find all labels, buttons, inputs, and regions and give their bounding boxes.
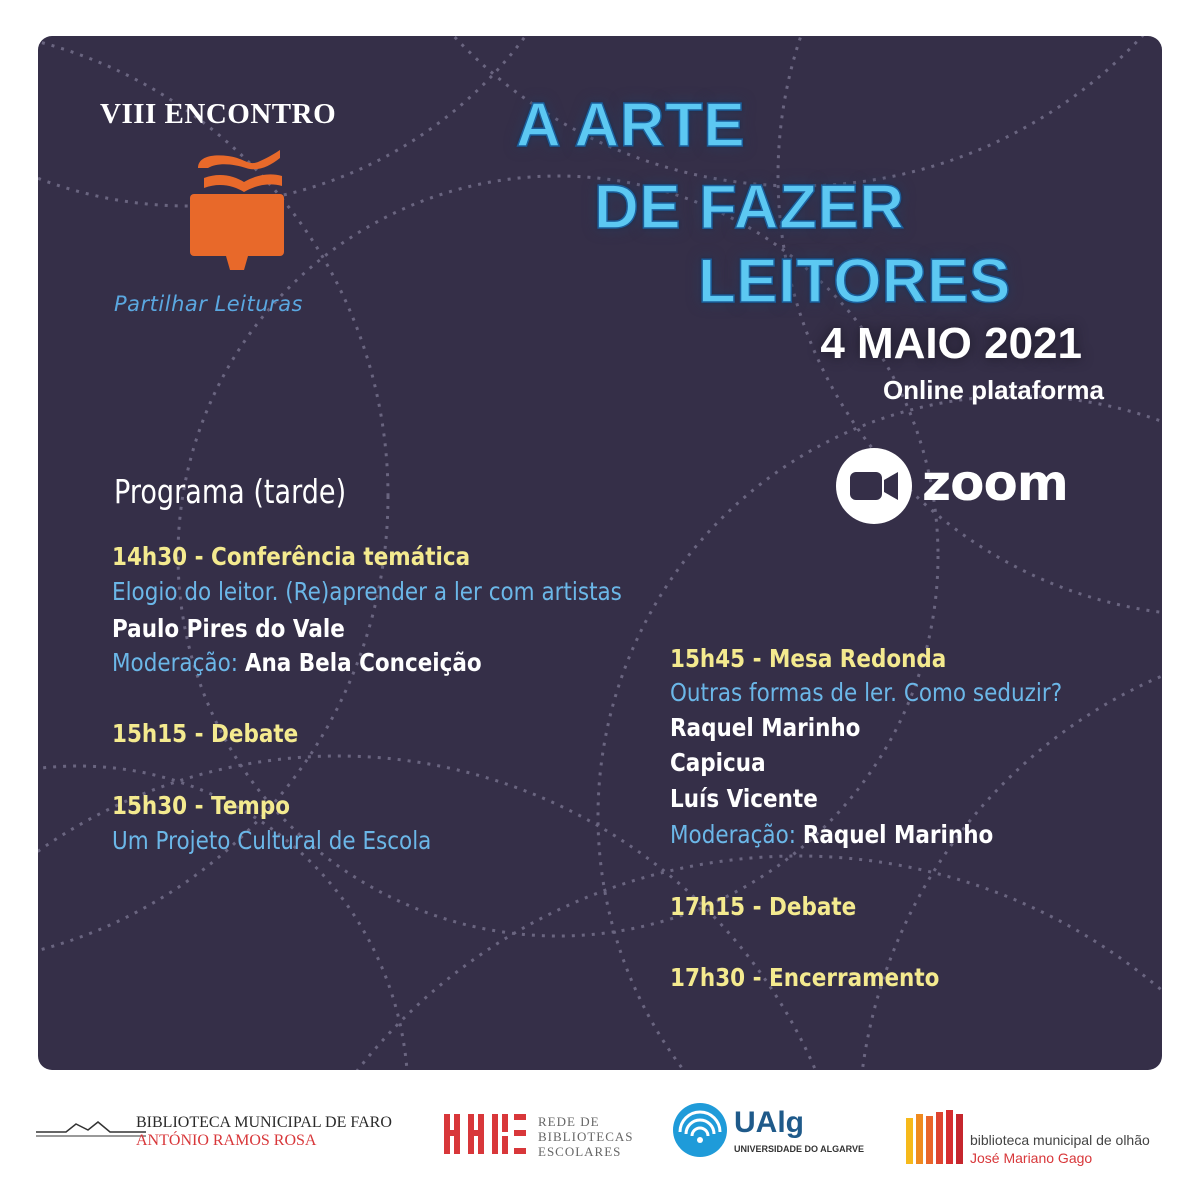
rbe-line2: BIBLIOTECAS	[538, 1129, 634, 1144]
session-time: 17h15 - Debate	[670, 892, 857, 921]
speaker-name: Luís Vicente	[670, 784, 818, 813]
olhao-name-line2: José Mariano Gago	[970, 1150, 1093, 1166]
logo-olhao-library	[906, 1110, 1166, 1170]
ualg-wave-icon	[672, 1102, 728, 1158]
speaker-name: Paulo Pires do Vale	[112, 614, 345, 643]
event-date: 4 MAIO 2021	[820, 319, 1082, 368]
rbe-line3: ESCOLARES	[538, 1144, 622, 1159]
session-title: Outras formas de ler. Como seduzir?	[670, 678, 1063, 707]
ualg-name: UAlg	[734, 1106, 804, 1139]
book-logo-icon	[184, 146, 288, 274]
rbe-mark-icon	[444, 1112, 530, 1158]
logo-faro-library	[36, 1106, 416, 1166]
session-time: 15h45 - Mesa Redonda	[670, 644, 947, 673]
speaker-name: Raquel Marinho	[670, 713, 861, 742]
tagline: Partilhar Leituras	[114, 292, 303, 316]
program-heading: Programa (tarde)	[114, 472, 347, 511]
event-series-label: VIII ENCONTRO	[100, 98, 337, 130]
session-time: 14h30 - Conferência temática	[112, 542, 471, 571]
moderator-name: Raquel Marinho	[802, 820, 994, 849]
session-time: 15h30 - Tempo	[112, 791, 291, 820]
partner-logos	[0, 1080, 1200, 1200]
logo-rbe	[444, 1112, 644, 1172]
moderation-line	[112, 648, 482, 677]
session-title: Um Projeto Cultural de Escola	[112, 826, 432, 855]
event-poster	[38, 36, 1162, 1070]
title-line-2: DE FAZER	[594, 173, 905, 242]
session-time: 17h30 - Encerramento	[670, 963, 940, 992]
moderator-name: Ana Bela Conceição	[244, 648, 482, 677]
ualg-subtitle: UNIVERSIDADE DO ALGARVE	[734, 1144, 865, 1154]
session-time: 15h15 - Debate	[112, 719, 299, 748]
olhao-name-line1: biblioteca municipal de olhão	[970, 1132, 1150, 1148]
faro-name-line2: ANTÓNIO RAMOS ROSA	[136, 1132, 317, 1149]
zoom-wordmark: zoom	[922, 454, 1068, 512]
speaker-name: Capicua	[670, 748, 766, 777]
moderation-line	[670, 820, 993, 849]
title-line-3: LEITORES	[698, 247, 1011, 316]
event-platform: Online plataforma	[882, 375, 1104, 405]
faro-skyline-icon	[36, 1110, 146, 1140]
faro-name-line1: BIBLIOTECA MUNICIPAL DE FARO	[136, 1114, 392, 1131]
moderation-label: Moderação:	[670, 820, 796, 849]
rbe-line1: REDE DE	[538, 1114, 600, 1129]
zoom-camera-icon	[836, 448, 912, 524]
session-title: Elogio do leitor. (Re)aprender a ler com artistas	[112, 577, 622, 606]
olhao-bars-icon	[906, 1110, 964, 1166]
logo-ualg	[672, 1100, 872, 1170]
title-line-1: A ARTE	[516, 91, 746, 160]
moderation-label: Moderação:	[112, 648, 238, 677]
